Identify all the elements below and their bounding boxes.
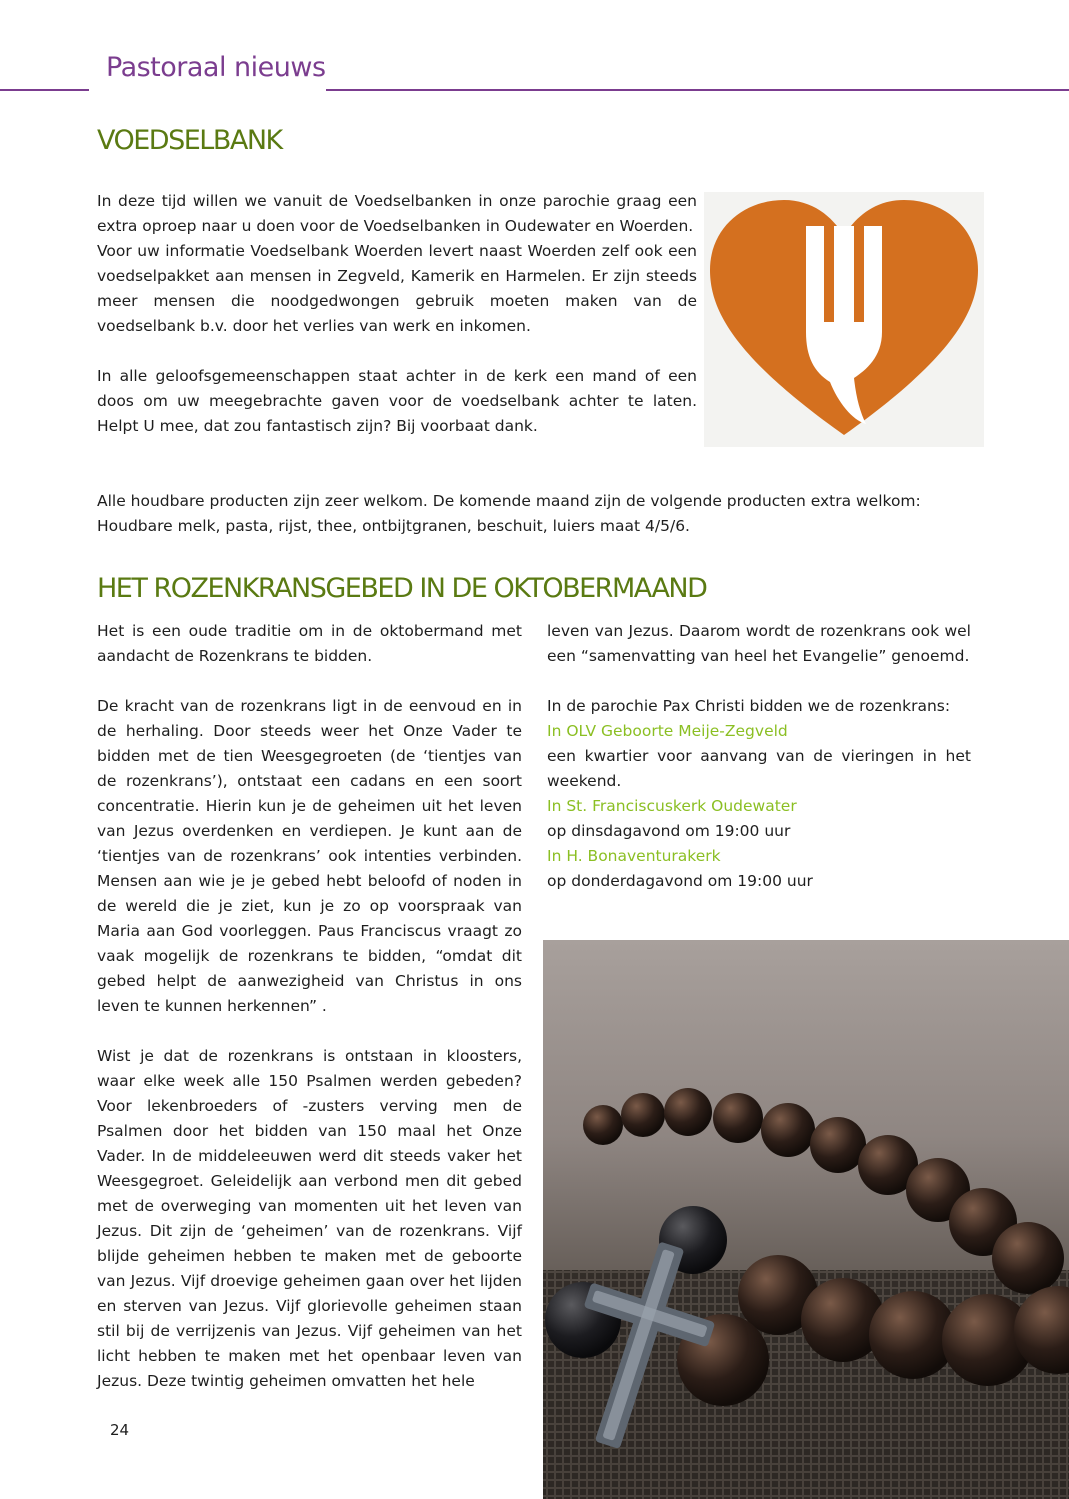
time-olv: een kwartier voor aanvang van de vieringen in het weekend. — [547, 747, 971, 790]
voedselbank-para2: In alle geloofsgemeenschappen staat achter in de kerk een mand of een doos om uw meegebrachte gaven voor de voedselbank achter te laten. Helpt U mee, dat zou fantastisch zijn? Bij voorbaat dank. — [97, 367, 697, 435]
heart-fork-icon — [704, 192, 984, 447]
rozenkrans-p3: Wist je dat de rozenkrans is ontstaan in kloosters, waar elke week alle 150 Psalmen werden gebeden? Voor lekenbroeders of -zusters verving men de Psalmen door het bidden van 150 maal het Onze Vader. In de middeleeuwen werd dit steeds vaker het Weesgegroet. Geleidelijk aan verbond men dit gebed met de overweging van momenten uit het leven van Jezus. Dit zijn de ‘geheimen’ van de rozenkrans. Vijf blijde geheimen hebben te maken met de geboorte van Jezus. Vijf droevige geheimen gaan over het lijden en sterven van Jezus. Vijf glorievolle geheimen staan stil bij de verrijzenis van Jezus. Vijf geheimen van het licht hebben te maken met het openbaar leven van Jezus. Deze twintig geheimen omvatten het hele — [97, 1047, 522, 1390]
rozenkrans-right-column — [547, 619, 971, 894]
voedselbank-heading: VOEDSELBANK — [97, 125, 282, 156]
voedselbank-para3a: Alle houdbare producten zijn zeer welkom. De komende maand zijn de volgende producten extra welkom: — [97, 492, 921, 510]
time-franciscus: op dinsdagavond om 19:00 uur — [547, 822, 791, 840]
header-rule-left — [0, 89, 89, 91]
voedselbank-body — [97, 189, 697, 464]
section-title: Pastoraal nieuws — [106, 52, 326, 83]
location-olv: In OLV Geboorte Meije-Zegveld — [547, 722, 788, 740]
rozenkrans-p5: In de parochie Pax Christi bidden we de rozenkrans: — [547, 697, 951, 715]
page-number: 24 — [110, 1421, 130, 1439]
voedselbank-logo — [704, 192, 984, 447]
rozenkrans-heading: HET ROZENKRANSGEBED IN DE OKTOBERMAAND — [97, 573, 707, 604]
location-franciscus: In St. Franciscuskerk Oudewater — [547, 797, 797, 815]
voedselbank-para1b: Voor uw informatie Voedselbank Woerden levert naast Woerden zelf ook een voedselpakket aan mensen in Zegveld, Kamerik en Harmelen. Er zijn steeds meer mensen die noodgedwongen gebruik moeten maken van de voedselbank b.v. door het verlies van werk en inkomen. — [97, 242, 697, 335]
rozenkrans-left-column — [97, 619, 522, 1394]
rozenkrans-p2: De kracht van de rozenkrans ligt in de eenvoud en in de herhaling. Door steeds weer het Onze Vader te bidden met de tien Weesgegroeten (de ‘tientjes van de rozenkrans’), ontstaat een cadans en een soort concentratie. Hierin kun je de geheimen uit het leven van Jezus overdenken en verdiepen. Je kunt aan de ‘tientjes van de rozenkrans’ ook intenties verbinden. Mensen aan wie je je gebed hebt beloofd of noden in de wereld die je ziet, kun je zo op voorspraak van Maria aan God voorleggen. Paus Franciscus vraagt zo vaak mogelijk de rozenkrans te bidden, “omdat dit gebed helpt de aanwezigheid van Christus in ons leven te kunnen herkennen” . — [97, 697, 522, 1015]
voedselbank-para3b: Houdbare melk, pasta, rijst, thee, ontbijtgranen, beschuit, luiers maat 4/5/6. — [97, 517, 690, 535]
header-rule-right — [326, 89, 1069, 91]
time-bonaventura: op donderdagavond om 19:00 uur — [547, 872, 813, 890]
rozenkrans-p4: leven van Jezus. Daarom wordt de rozenkrans ook wel een “samenvatting van heel het Evangelie” genoemd. — [547, 622, 971, 665]
rozenkrans-p1: Het is een oude traditie om in de oktobermand met aandacht de Rozenkrans te bidden. — [97, 622, 522, 665]
rosary-photo — [543, 940, 1069, 1499]
voedselbank-para1a: In deze tijd willen we vanuit de Voedselbanken in onze parochie graag een extra oproep naar u doen voor de Voedselbanken in Oudewater en Woerden. — [97, 192, 697, 235]
rosary-cross-icon — [543, 940, 1069, 1499]
voedselbank-products — [97, 489, 937, 539]
location-bonaventura: In H. Bonaventurakerk — [547, 847, 721, 865]
